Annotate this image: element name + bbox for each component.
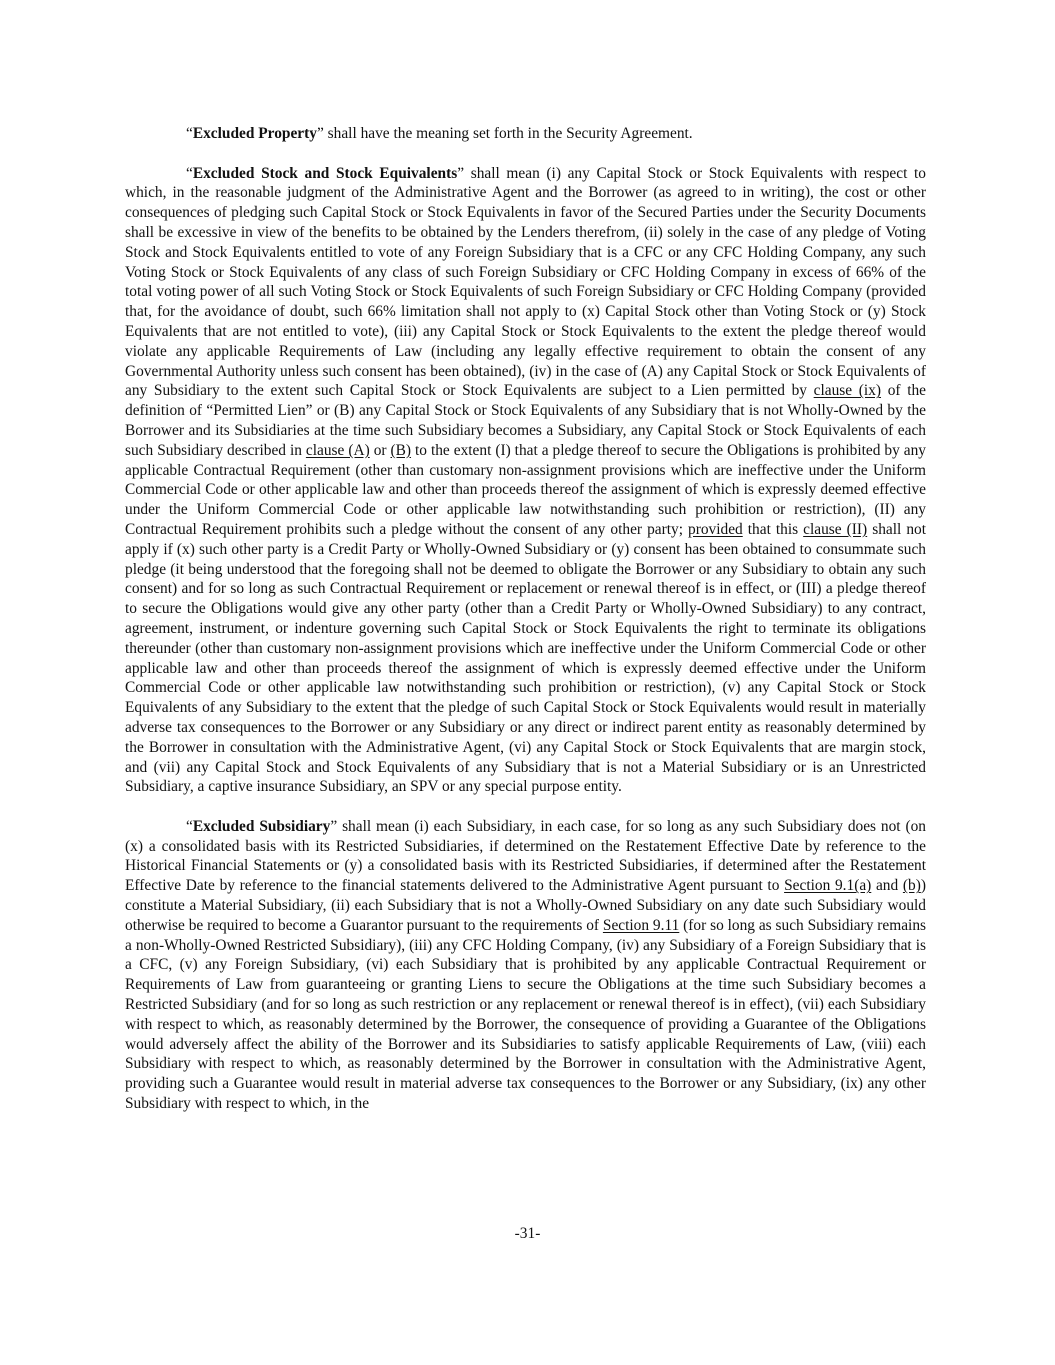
definition-text: or (369, 441, 391, 459)
defined-term: Excluded Subsidiary (192, 817, 331, 835)
document-body (125, 124, 926, 1134)
cross-reference: clause (ix) (813, 382, 882, 400)
cross-reference: provided (688, 520, 743, 538)
definition-text: and (871, 877, 903, 895)
definition-text: shall mean (i) each Subsidiary, in each case, for so long as any such Subsidiary does not (on (x) a consolidated basis with its Restricted Subsidiaries, if determined on the Restatement Effective Date by reference to the Historical Financial Statements or (y) a consolidated basis with its Restricted Subsidiaries, if determined after the Restatement Effective Date by reference to the financial statements delivered to the Administrative Agent pursuant to (125, 817, 926, 895)
defined-term: Excluded Property (192, 125, 317, 142)
definition-text: to the extent (I) that a pledge thereof to secure the Obligations is prohibited by any applicable Contractual Requirement (other than customary non-assignment provisions which are ineffective under the Uniform Commercial Code or other applicable law and other than proceeds thereof the assignment of which is expressly deemed effective under the Uniform Commercial Code or other applicable law notwithstanding such prohibition or restriction), (II) any Contractual Requirement prohibits such a pledge without the consent of any other party; (125, 441, 926, 538)
definition-text: (for so long as such Subsidiary remains a non-Wholly-Owned Restricted Subsidiary), (iii) any CFC Holding Company, (iv) any Subsidiary of a Foreign Subsidiary that is a CFC, (v) any Foreign Subsidiary, (vi) each Subsidiary that is prohibited by any applicable Contractual Requirement or Requirements of Law from guaranteeing or granting Liens to secure the Obligations at the time such Subsidiary becomes a Restricted Subsidiary (and for so long as such restriction or any replacement or renewal thereof is in effect), (vii) each Subsidiary with respect to which, as reasonably determined by the Borrower, the consequence of providing a Guarantee of the Obligations would adversely affect the ability of the Borrower and its Subsidiaries to satisfy applicable Requirements of Law, (viii) each Subsidiary with respect to which, as reasonably determined by the Borrower in consultation with the Administrative Agent, providing such a Guarantee would result in material adverse tax consequences to the Borrower or any Subsidiary, (ix) any other Subsidiary with respect to which, in the (125, 916, 926, 1113)
definition-paragraph: “Excluded Property” shall have the meaning set forth in the Security Agreement. (186, 125, 693, 142)
definition-paragraph: “Excluded Stock and Stock Equivalents” shall mean (i) any Capital Stock or Stock Equivalents with respect to which, in the reasonable judgment of the Administrative Agent and the Borrower (as agreed to in writing), the cost or other consequences of pledging such Capital Stock or Stock Equivalents in favor of the Secured Parties under the Security Documents shall be excessive in view of the benefits to be obtained by the Lenders therefrom, (ii) solely in the case of any pledge of Voting Stock and Stock Equivalents entitled to vote of any Foreign Subsidiary that is a CFC or any CFC Holding Company, any such Voting Stock or Stock Equivalents of any class of such Foreign Subsidiary or CFC Holding Company in excess of 66% of the total voting power of all such Voting Stock or Stock Equivalents of such Foreign Subsidiary or CFC Holding Company (provided that, for the avoidance of doubt, such 66% limitation shall not apply to (x) Capital Stock other than Voting Stock or (y) Stock Equivalents that are not entitled to vote), (iii) any Capital Stock or Stock Equivalents to the extent the pledge thereof would violate any applicable Requirements of Law (including any legally effective requirement to obtain the consent of any Governmental Authority unless such consent has been obtained), (iv) in the case of (A) any Capital Stock or Stock Equivalents of any Subsidiary to the extent such Capital Stock or Stock Equivalents are subject to a Lien permitted by clause (ix) of the definition of “Permitted Lien” or (B) any Capital Stock or Stock Equivalents of any Subsidiary that is not Wholly-Owned by the Borrower and its Subsidiaries at the time such Subsidiary becomes a Subsidiary, any Capital Stock or Stock Equivalents of each such Subsidiary described in clause (A) or (B) to the extent (I) that a pledge thereof to secure the Obligations is prohibited by any applicable Contractual Requirement (other than customary non-assignment provisions which are ineffective under the Uniform Commercial Code or other applicable law and other than proceeds thereof the assignment of which is expressly deemed effective under the Uniform Commercial Code or other applicable law notwithstanding such prohibition or restriction), (II) any Contractual Requirement prohibits such a pledge without the consent of any other party; provided that this clause (II) shall not apply if (x) such other party is a Credit Party or Wholly-Owned Subsidiary or (y) consent has been obtained to consummate such pledge (it being understood that the foregoing shall not be deemed to obligate the Borrower or any Subsidiary to obtain any such consent) and for so long as such Contractual Requirement or replacement or renewal thereof is in effect, or (III) a pledge thereof to secure the Obligations would give any other party (other than a Credit Party or Wholly-Owned Subsidiary) to any contract, agreement, instrument, or indenture governing such Capital Stock or Stock Equivalents the right to terminate its obligations thereunder (other than customary non-assignment provisions which are ineffective under the Uniform Commercial Code or other applicable law and other than proceeds thereof the assignment of which is expressly deemed effective under the Uniform Commercial Code or other applicable law notwithstanding such prohibition or restriction), (v) any Capital Stock or Stock Equivalents of any Subsidiary to the extent that the pledge of such Capital Stock or Stock Equivalents would result in materially adverse tax consequences to the Borrower or any Subsidiary or any direct or indirect parent entity as reasonably determined by the Borrower in consultation with the Administrative Agent, (vi) any Capital Stock or Stock Equivalents that are margin stock, and (vii) any Capital Stock and Stock Equivalents of any Subsidiary that is not a Material Subsidiary or is an Unrestricted Subsidiary, a captive insurance Subsidiary, an SPV or any special purpose entity. (125, 164, 926, 796)
cross-reference: (B) (390, 441, 412, 459)
page-number: -31- (514, 1225, 541, 1242)
cross-reference: Section 9.11 (602, 916, 680, 934)
definition-paragraph: “Excluded Subsidiary” shall mean (i) each Subsidiary, in each case, for so long as any such Subsidiary does not (on (x) a consolidated basis with its Restricted Subsidiaries, if determined on the Restatement Effective Date by reference to the Historical Financial Statements or (y) a consolidated basis with its Restricted Subsidiaries, if determined after the Restatement Effective Date by reference to the financial statements delivered to the Administrative Agent pursuant to Section 9.1(a) and (b)) constitute a Material Subsidiary, (ii) each Subsidiary that is not a Wholly-Owned Subsidiary on any date such Subsidiary would otherwise be required to become a Guarantor pursuant to the requirements of Section 9.11 (for so long as such Subsidiary remains a non-Wholly-Owned Restricted Subsidiary), (iii) any CFC Holding Company, (iv) any Subsidiary of a Foreign Subsidiary that is a CFC, (v) any Foreign Subsidiary, (vi) each Subsidiary that is prohibited by any applicable Contractual Requirement or Requirements of Law from guaranteeing or granting Liens to secure the Obligations at the time such Subsidiary becomes a Restricted Subsidiary (and for so long as such restriction or any replacement or renewal thereof is in effect), (vii) each Subsidiary with respect to which, as reasonably determined by the Borrower, the consequence of providing a Guarantee of the Obligations would adversely affect the ability of the Borrower and its Subsidiaries to satisfy applicable Requirements of Law, (viii) each Subsidiary with respect to which, as reasonably determined by the Borrower in consultation with the Administrative Agent, providing such a Guarantee would result in material adverse tax consequences to the Borrower or any Subsidiary, (ix) any other Subsidiary with respect to which, in the (125, 817, 926, 1113)
definition-text: of the definition of “Permitted Lien” or (B) any Capital Stock or Stock Equivalents of any Subsidiary that is not Wholly-Owned by the Borrower and its Subsidiaries at the time such Subsidiary becomes a Subsidiary, any Capital Stock or Stock Equivalents of each such Subsidiary described in (125, 382, 926, 459)
definition-text: that this (742, 520, 804, 538)
definition-text: shall have the meaning set forth in the Security Agreement. (323, 125, 693, 142)
cross-reference: clause (II) (803, 520, 868, 538)
cross-reference: (b) (902, 877, 921, 895)
cross-reference: clause (A) (305, 441, 370, 459)
definition-text: ) constitute a Material Subsidiary, (ii) each Subsidiary that is not a Wholly-Owned Subsidiary on any date such Subsidiary would otherwise be required to become a Guarantor pursuant to the requirements of (125, 877, 926, 934)
cross-reference: Section 9.1(a) (784, 877, 872, 895)
defined-term: Excluded Stock and Stock Equivalents (192, 164, 458, 182)
definition-text: shall mean (i) any Capital Stock or Stock Equivalents with respect to which, in the reasonable judgment of the Administrative Agent and the Borrower (as agreed to in writing), the cost or other consequences of pledging such Capital Stock or Stock Equivalents in favor of the Secured Parties under the Security Documents shall be excessive in view of the benefits to be obtained by the Lenders therefrom, (ii) solely in the case of any pledge of Voting Stock and Stock Equivalents entitled to vote of any Foreign Subsidiary that is a CFC or any CFC Holding Company, any such Voting Stock or Stock Equivalents of any class of such Foreign Subsidiary or CFC Holding Company in excess of 66% of the total voting power of all such Voting Stock or Stock Equivalents of such Foreign Subsidiary or CFC Holding Company (provided that, for the avoidance of doubt, such 66% limitation shall not apply to (x) Capital Stock other than Voting Stock or (y) Stock Equivalents that are not entitled to vote), (iii) any Capital Stock or Stock Equivalents to the extent the pledge thereof would violate any applicable Requirements of Law (including any legally effective requirement to obtain the consent of any Governmental Authority unless such consent has been obtained), (iv) in the case of (A) any Capital Stock or Stock Equivalents of any Subsidiary to the extent such Capital Stock or Stock Equivalents are subject to a Lien permitted by (125, 164, 926, 400)
definition-text: shall not apply if (x) such other party is a Credit Party or Wholly-Owned Subsidiary or (y) consent has been obtained to consummate such pledge (it being understood that the foregoing shall not be deemed to obligate the Borrower or any Subsidiary to obtain any such consent) and for so long as such Contractual Requirement or replacement or renewal thereof is in effect, or (III) a pledge thereof to secure the Obligations would give any other party (other than a Credit Party or Wholly-Owned Subsidiary) to any contract, agreement, instrument, or indenture governing such Capital Stock or Stock Equivalents the right to terminate its obligations thereunder (other than customary non-assignment provisions which are ineffective under the Uniform Commercial Code or other applicable law and other than proceeds thereof the assignment of which is expressly deemed effective under the Uniform Commercial Code or other applicable law notwithstanding such prohibition or restriction), (v) any Capital Stock or Stock Equivalents of any Subsidiary to the extent that the pledge of such Capital Stock or Stock Equivalents would result in materially adverse tax consequences to the Borrower or any Subsidiary or any direct or indirect parent entity as reasonably determined by the Borrower in consultation with the Administrative Agent, (vi) any Capital Stock or Stock Equivalents that are margin stock, and (vii) any Capital Stock and Stock Equivalents of any Subsidiary that is not a Material Subsidiary or is an Unrestricted Subsidiary, a captive insurance Subsidiary, an SPV or any special purpose entity. (125, 520, 926, 796)
